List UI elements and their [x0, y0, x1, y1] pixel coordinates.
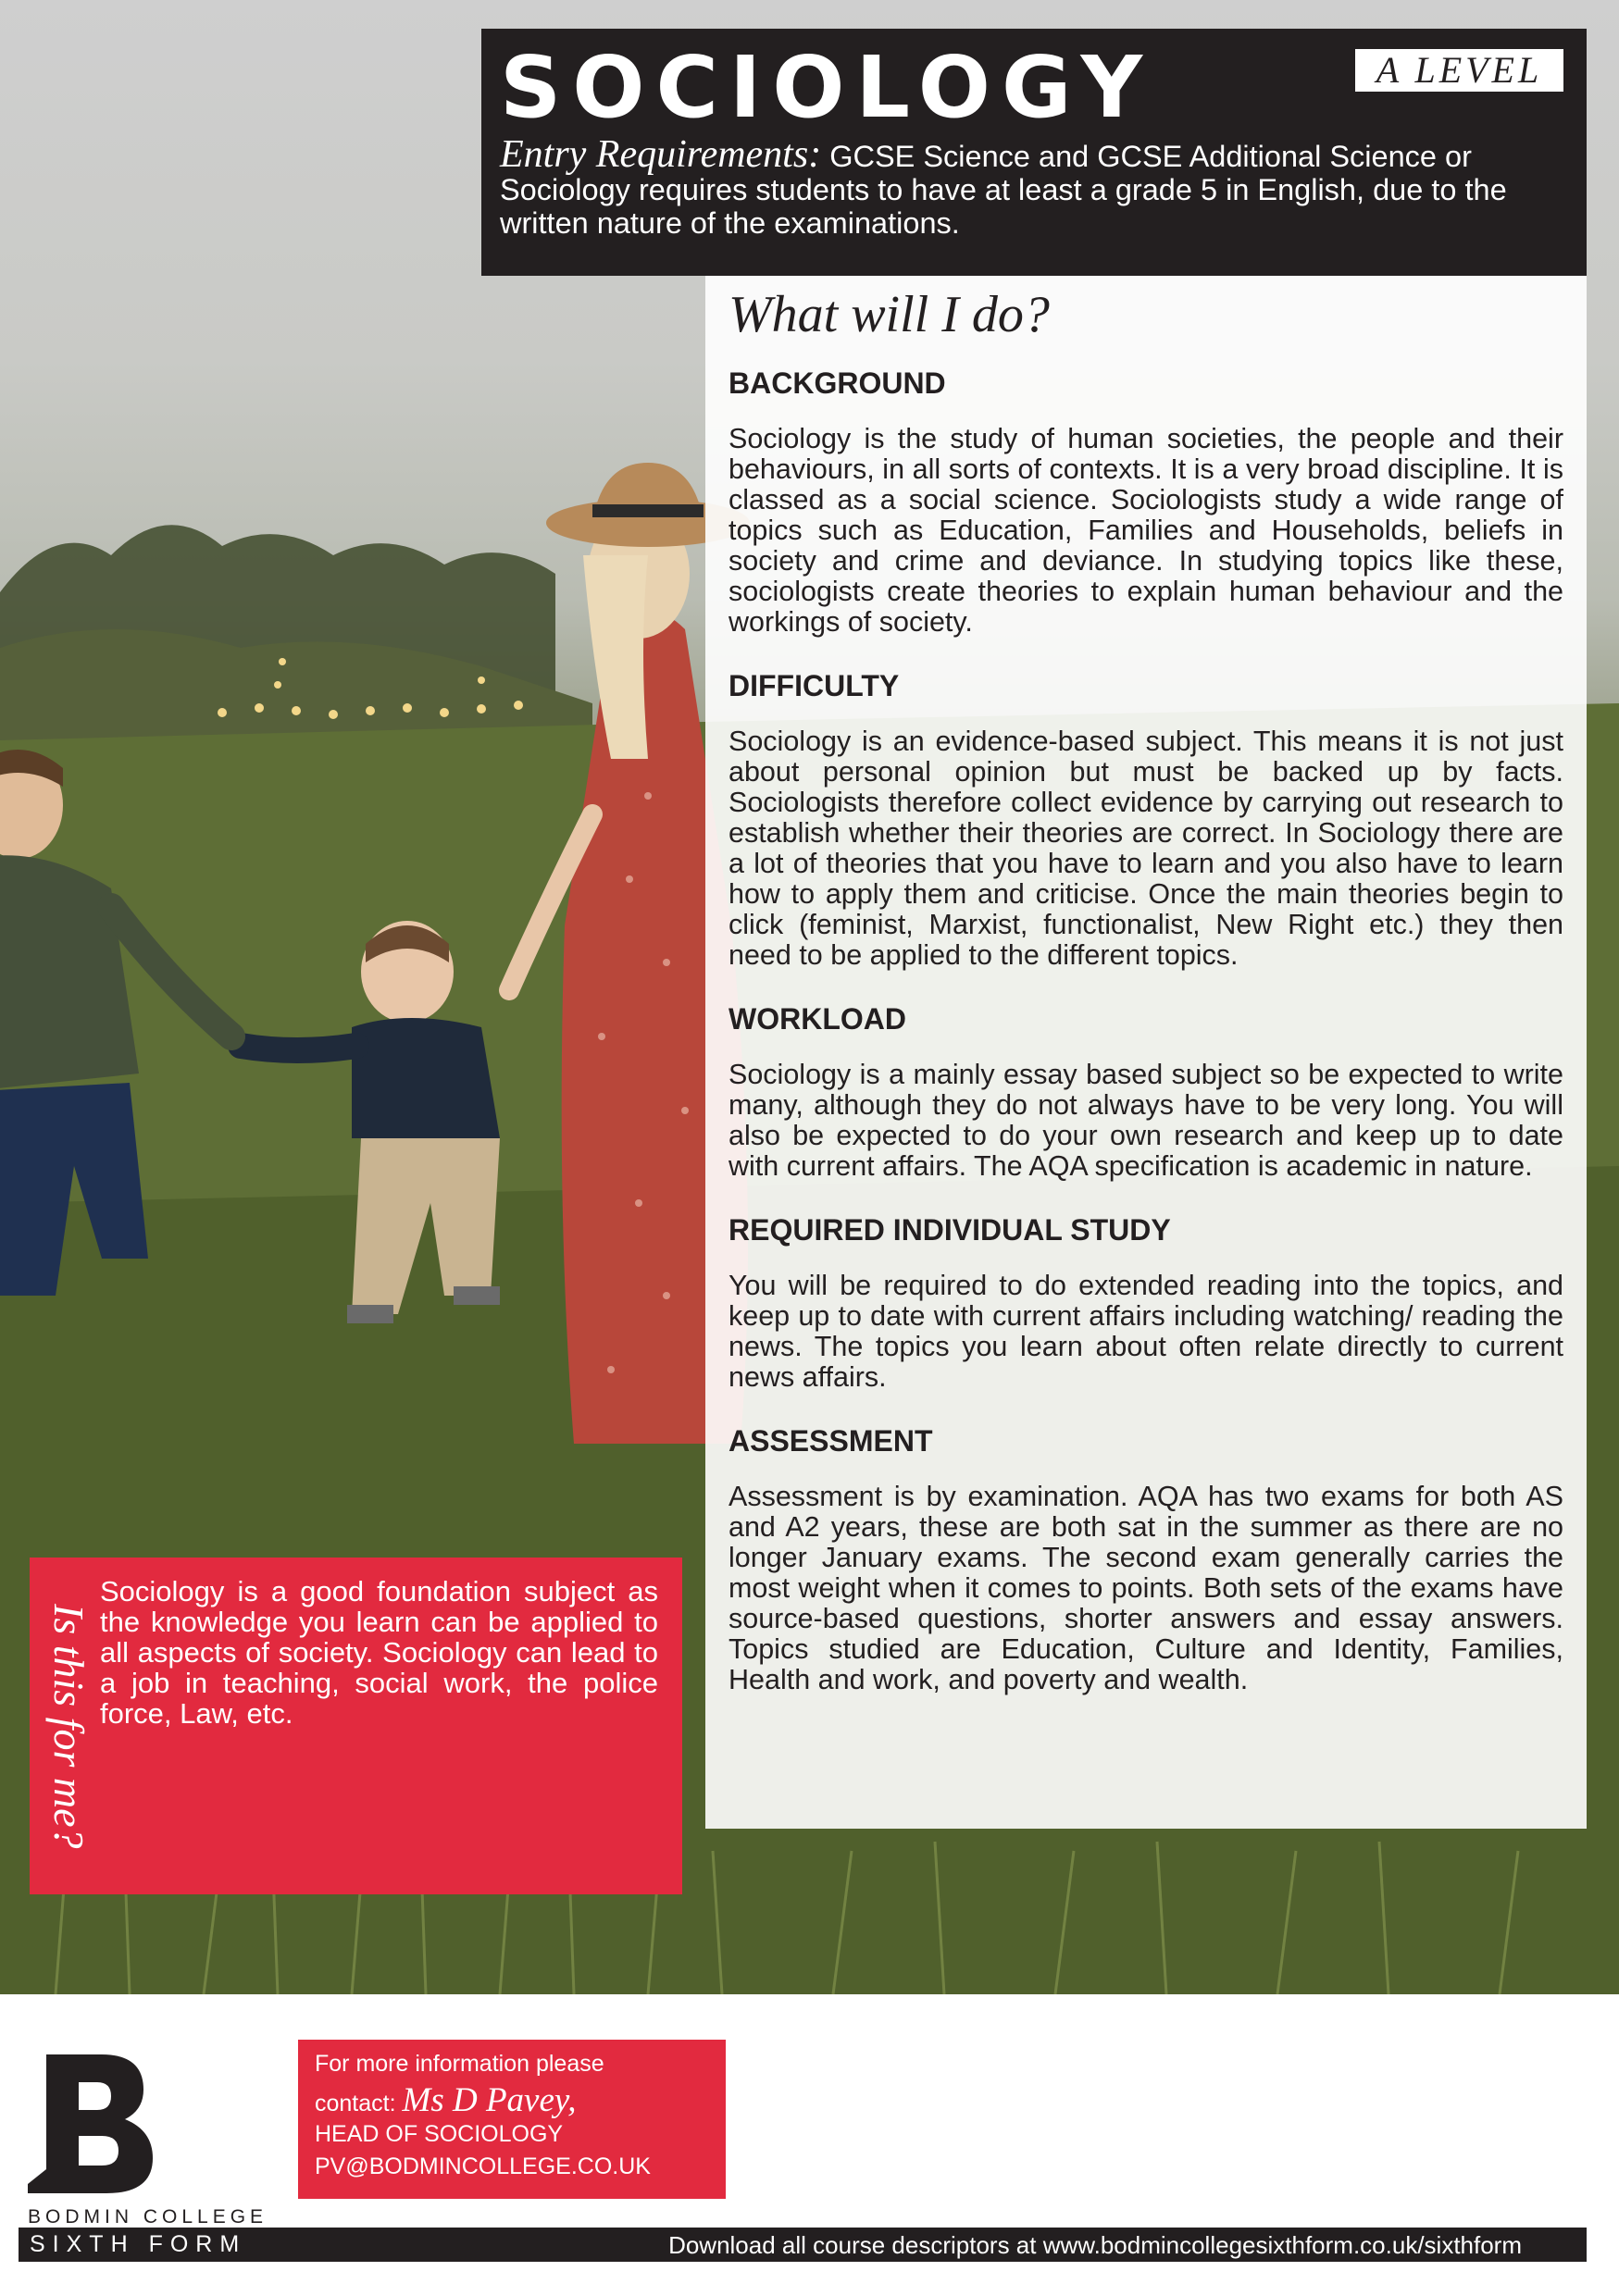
callout-side-heading: Is this for me?	[45, 1603, 93, 1849]
contact-intro: For more information please	[315, 2051, 604, 2077]
entry-requirements-label: Entry Requirements:	[500, 133, 822, 176]
section-body-difficulty: Sociology is an evidence-based subject. This means it is not just about personal opinion but must be backed up by facts. Sociologists therefore collect evidence by carrying out research to establish whether their theories are correct. In Sociology there are a lot of theories that you have to learn and you also have to learn how to apply them and criticise. Once the main theories begin to click (feminist, Marxist, functionalist, New Right etc.) they then need to be applied to the different topics.	[729, 726, 1563, 971]
section-body-assessment: Assessment is by examination. AQA has two exams for both AS and A2 years, these are both sat in the summer as there are no longer January exams. The second exam generally carries the most weight when it comes to points. Both sets of the exams have source-based questions, shorter answers and essay answers. Topics studied are Education, Culture and Identity, Families, Health and work, and poverty and wealth.	[729, 1481, 1563, 1695]
entry-requirements	[500, 133, 1574, 240]
section-title-difficulty: DIFFICULTY	[729, 669, 900, 702]
page-title: SOCIOLOGY	[500, 38, 1154, 137]
contact-name-line	[315, 2080, 577, 2120]
header-box	[481, 29, 1587, 276]
content-panel	[705, 276, 1587, 1829]
section-title-individual-study: REQUIRED INDIVIDUAL STUDY	[729, 1213, 1171, 1247]
callout-box	[30, 1558, 682, 1894]
contact-prefix: contact:	[315, 2091, 396, 2116]
b-logo-icon	[28, 2045, 157, 2193]
sixth-form-label: SIXTH FORM	[30, 2231, 247, 2257]
section-title-assessment: ASSESSMENT	[729, 1424, 933, 1458]
footer-bar	[19, 2228, 1587, 2262]
section-body-workload: Sociology is a mainly essay based subject so be expected to write many, although they do not always have to be very long. You will also be expected to do your own research and keep up to date with current affairs. The AQA specification is academic in nature.	[729, 1059, 1563, 1182]
college-name: BODMIN COLLEGE	[28, 2206, 268, 2228]
section-title-background: BACKGROUND	[729, 366, 946, 400]
contact-role: HEAD OF SOCIOLOGY	[315, 2121, 564, 2147]
section-heading: What will I do?	[729, 286, 1050, 343]
college-logo	[28, 2045, 157, 2198]
level-badge: A LEVEL	[1355, 49, 1563, 92]
contact-email[interactable]: PV@BODMINCOLLEGE.CO.UK	[315, 2153, 651, 2179]
section-body-individual-study: You will be required to do extended reading into the topics, and keep up to date with current affairs including watching/ reading the news. The topics you learn about often relate directly to current news affairs.	[729, 1270, 1563, 1393]
contact-box	[298, 2040, 726, 2199]
section-body-background: Sociology is the study of human societies, the people and their behaviours, in all sorts of contexts. It is a very broad discipline. It is classed as a social science. Sociologists study a wide range of topics such as Education, Families and Households, beliefs in society and crime and deviance. In studying topics like these, sociologists create theories to explain human behaviour and the workings of society.	[729, 423, 1563, 638]
contact-name: Ms D Pavey,	[402, 2081, 577, 2119]
section-title-workload: WORKLOAD	[729, 1002, 906, 1036]
section-list	[729, 366, 1563, 1727]
callout-text: Sociology is a good foundation subject as the knowledge you learn can be applied to all aspects of society. Sociology can lead to a job in teaching, social work, the police force, Law, etc.	[100, 1575, 658, 1730]
download-link[interactable]: Download all course descriptors at www.bodmincollegesixthform.co.uk/sixthform	[668, 2231, 1522, 2259]
entry-requirements-text: GCSE Science and GCSE Additional Science or Sociology requires students to have at least a grade 5 in English, due to the written nature of the examinations.	[500, 140, 1507, 240]
